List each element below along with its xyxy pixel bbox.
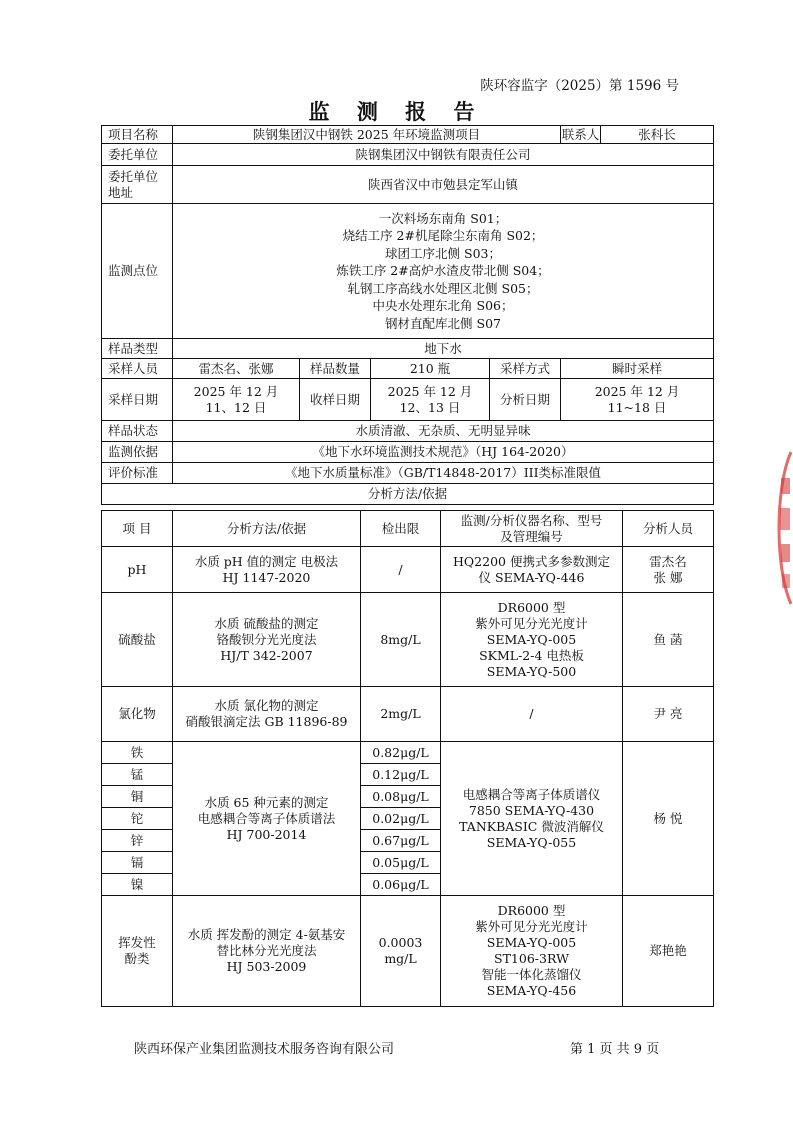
header-limit: 检出限 — [361, 511, 441, 547]
limit-metal: 0.82μg/L — [361, 742, 441, 764]
footer-company: 陕西环保产业集团监测技术服务咨询有限公司 — [134, 1042, 395, 1057]
instrument-ph: HQ2200 便携式多参数测定 仪 SEMA-YQ-446 — [441, 547, 623, 593]
analyst-sulfate: 鱼 菡 — [623, 593, 714, 687]
limit-metal: 0.08μg/L — [361, 786, 441, 808]
stamp-mark — [782, 574, 790, 588]
evaluation-standard: 《地下水质量标准》（GB/T14848-2017）III类标准限值 — [173, 463, 714, 484]
table-row — [102, 896, 714, 1007]
sampling-method: 瞬时采样 — [561, 359, 714, 379]
sample-type-label: 样品类型 — [102, 339, 173, 359]
monitoring-basis: 《地下水环境监测技术规范》（HJ 164-2020） — [173, 442, 714, 463]
analyst-chloride: 尹 亮 — [623, 687, 714, 742]
item-metal: 铁 — [102, 742, 173, 764]
sampling-date: 2025 年 12 月 11、12 日 — [173, 379, 300, 421]
limit-phenol: 0.0003 mg/L — [361, 896, 441, 1007]
limit-metal: 0.02μg/L — [361, 808, 441, 830]
limit-metal: 0.67μg/L — [361, 830, 441, 852]
item-metal: 镉 — [102, 852, 173, 874]
sampler-label: 采样人员 — [102, 359, 173, 379]
table-row — [102, 547, 714, 593]
receive-date-label: 收样日期 — [300, 379, 371, 421]
method-phenol: 水质 挥发酚的测定 4-氨基安 替比林分光光度法 HJ 503-2009 — [173, 896, 361, 1007]
basis-label: 监测依据 — [102, 442, 173, 463]
method-chloride: 水质 氯化物的测定 硝酸银滴定法 GB 11896-89 — [173, 687, 361, 742]
instrument-chloride: / — [441, 687, 623, 742]
item-metal: 镍 — [102, 874, 173, 896]
limit-chloride: 2mg/L — [361, 687, 441, 742]
project-name: 陕钢集团汉中钢铁 2025 年环境监测项目 — [173, 126, 561, 144]
sample-state-label: 样品状态 — [102, 421, 173, 442]
receive-date: 2025 年 12 月 12、13 日 — [371, 379, 490, 421]
limit-ph: / — [361, 547, 441, 593]
seal-stamp-fragment — [769, 448, 793, 608]
header-instrument: 监测/分析仪器名称、型号 及管理编号 — [441, 511, 623, 547]
item-phenol: 挥发性 酚类 — [102, 896, 173, 1007]
instrument-metals: 电感耦合等离子体质谱仪 7850 SEMA-YQ-430 TANKBASIC 微波消解仪 SEMA-YQ-055 — [441, 742, 623, 896]
analyst-ph: 雷杰名 张 娜 — [623, 547, 714, 593]
sample-count: 210 瓶 — [371, 359, 490, 379]
limit-sulfate: 8mg/L — [361, 593, 441, 687]
report-info-table — [101, 125, 714, 505]
header-item: 项 目 — [102, 511, 173, 547]
analyst-metals: 杨 悦 — [623, 742, 714, 896]
sample-count-label: 样品数量 — [300, 359, 371, 379]
item-metal: 锰 — [102, 764, 173, 786]
table-row — [102, 742, 714, 764]
instrument-phenol: DR6000 型 紫外可见分光光度计 SEMA-YQ-005 ST106-3RW 智能一体化蒸馏仪 SEMA-YQ-456 — [441, 896, 623, 1007]
analyst-phenol: 郑艳艳 — [623, 896, 714, 1007]
stamp-mark — [781, 478, 790, 494]
item-chloride: 氯化物 — [102, 687, 173, 742]
header-method: 分析方法/依据 — [173, 511, 361, 547]
method-metals: 水质 65 种元素的测定 电感耦合等离子体质谱法 HJ 700-2014 — [173, 742, 361, 896]
method-ph: 水质 pH 值的测定 电极法 HJ 1147-2020 — [173, 547, 361, 593]
methods-heading: 分析方法/依据 — [102, 484, 714, 505]
sampler: 雷杰名、张娜 — [173, 359, 300, 379]
monitoring-points: 一次料场东南角 S01； 烧结工序 2#机尾除尘东南角 S02； 球团工序北侧 S03； 炼铁工序 2#高炉水渣皮带北侧 S04； 轧钢工序高线水处理区北侧 S05； 中央水处理东北角 S06； 钢材直配库北侧 S07 — [173, 204, 714, 339]
sampling-method-label: 采样方式 — [490, 359, 561, 379]
item-ph: pH — [102, 547, 173, 593]
analysis-methods-table — [101, 510, 714, 1007]
stamp-mark — [781, 544, 790, 562]
table-row — [102, 687, 714, 742]
client-address-label: 委托单位 地址 — [102, 166, 173, 204]
client-label: 委托单位 — [102, 144, 173, 166]
client: 陕钢集团汉中钢铁有限责任公司 — [173, 144, 714, 166]
points-label: 监测点位 — [102, 204, 173, 339]
analysis-date: 2025 年 12 月 11~18 日 — [561, 379, 714, 421]
standard-label: 评价标准 — [102, 463, 173, 484]
item-metal: 铊 — [102, 808, 173, 830]
item-metal: 锌 — [102, 830, 173, 852]
sample-type: 地下水 — [173, 339, 714, 359]
document-number: 陕环容监字（2025）第 1596 号 — [480, 78, 679, 94]
contact-label: 联系人 — [561, 126, 600, 142]
item-sulfate: 硫酸盐 — [102, 593, 173, 687]
instrument-sulfate: DR6000 型 紫外可见分光光度计 SEMA-YQ-005 SKML-2-4 电热板 SEMA-YQ-500 — [441, 593, 623, 687]
header-analyst: 分析人员 — [623, 511, 714, 547]
item-metal: 铜 — [102, 786, 173, 808]
analysis-date-label: 分析日期 — [490, 379, 561, 421]
report-title: 监 测 报 告 — [308, 99, 485, 124]
project-name-label: 项目名称 — [102, 126, 173, 144]
sample-state: 水质清澈、无杂质、无明显异味 — [173, 421, 714, 442]
stamp-mark — [780, 508, 790, 530]
limit-metal: 0.05μg/L — [361, 852, 441, 874]
footer-page-number: 第 1 页 共 9 页 — [570, 1042, 660, 1057]
contact: 张科长 — [601, 126, 714, 144]
limit-metal: 0.06μg/L — [361, 874, 441, 896]
sampling-date-label: 采样日期 — [102, 379, 173, 421]
table-row — [102, 593, 714, 687]
method-sulfate: 水质 硫酸盐的测定 铬酸钡分光光度法 HJ/T 342-2007 — [173, 593, 361, 687]
limit-metal: 0.12μg/L — [361, 764, 441, 786]
client-address: 陕西省汉中市勉县定军山镇 — [173, 166, 714, 204]
